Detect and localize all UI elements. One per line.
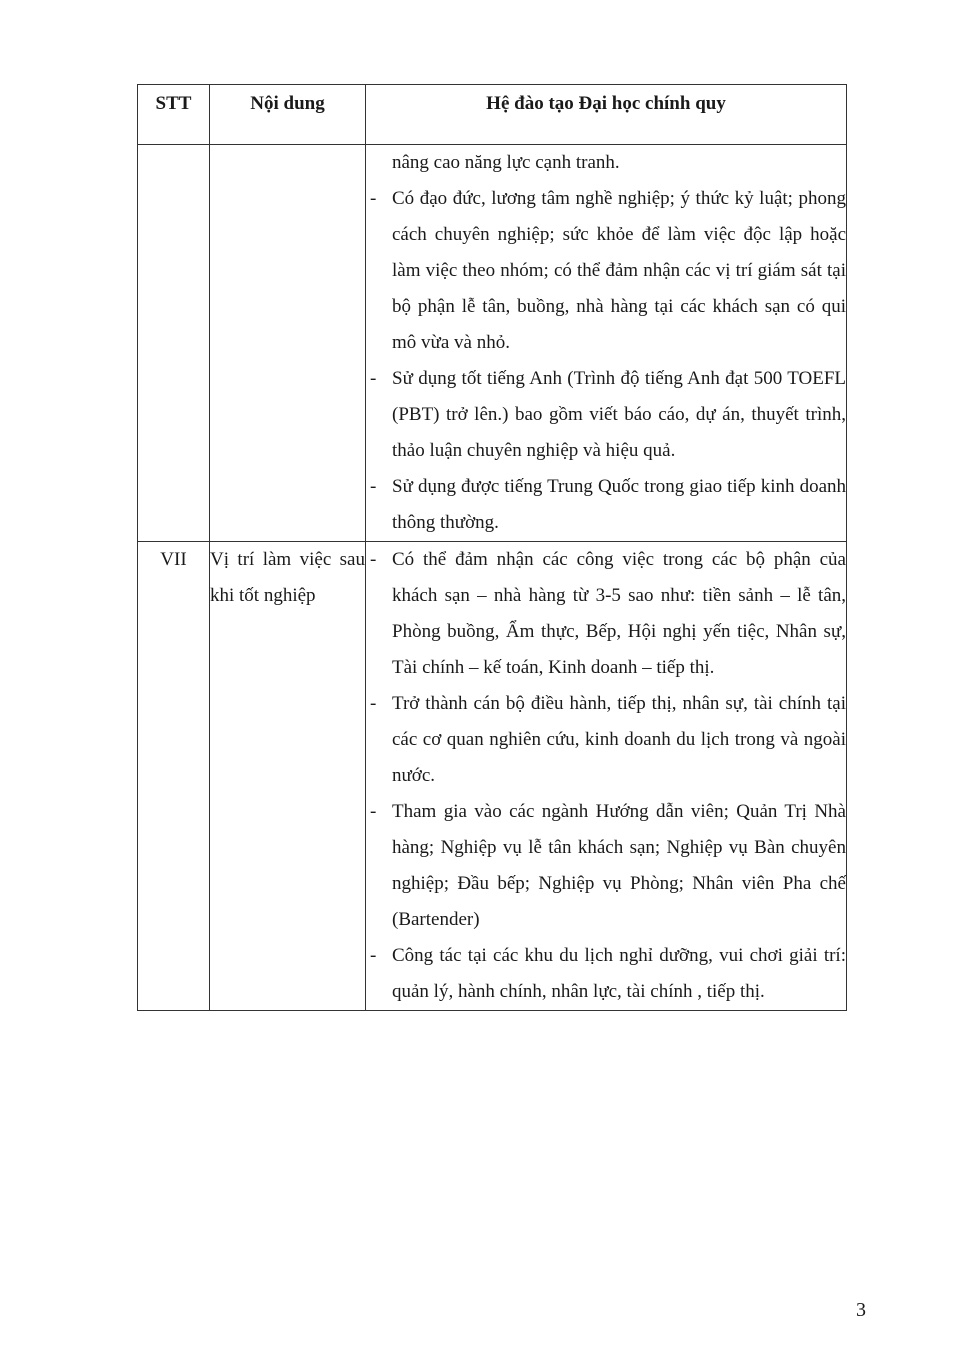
list-item [366,686,846,794]
list-item-text: Sử dụng được tiếng Trung Quốc trong giao tiếp kinh doanh thông thường. [392,476,846,533]
table-row [138,542,847,1011]
bullet-dash: - [370,549,377,570]
row-content-cell [366,145,847,542]
row-stt-cell: VII [138,542,210,1011]
bullet-dash: - [370,188,377,209]
header-content: Nội dung [210,85,366,145]
bullet-dash: - [370,693,377,714]
bullet-dash: - [370,476,377,497]
list-item-text: Sử dụng tốt tiếng Anh (Trình độ tiếng Anh đạt 500 TOEFL (PBT) trở lên.) bao gồm viết báo cáo, dự án, thuyết trình, thảo luận chuyên nghiệp và hiệu quả. [392,368,846,461]
list-item [366,938,846,1010]
list-item-text: Có thể đảm nhận các công việc trong các bộ phận của khách sạn – nhà hàng từ 3-5 sao như: tiền sảnh – lễ tân, Phòng buồng, Ẩm thực, Bếp, Hội nghị yến tiệc, Nhân sự, Tài chính – kế toán, Kinh doanh – tiếp thị. [392,549,846,678]
list-item-text: Tham gia vào các ngành Hướng dẫn viên; Quản Trị Nhà hàng; Nghiệp vụ lễ tân khách sạn; Nghiệp vụ Bàn chuyên nghiệp; Đầu bếp; Nghiệp vụ Phòng; Nhân viên Pha chế (Bartender) [392,801,846,930]
list-item-text: Công tác tại các khu du lịch nghỉ dưỡng, vui chơi giải trí: quản lý, hành chính, nhân lực, tài chính , tiếp thị. [392,945,846,1002]
table-row [138,145,847,542]
row-topic-cell [210,145,366,542]
page-number: 3 [856,1299,866,1321]
bullet-dash: - [370,368,377,389]
table-header-row [138,85,847,145]
list-item [366,542,846,686]
header-program: Hệ đào tạo Đại học chính quy [366,85,847,145]
list-item [366,361,846,469]
list-item [366,794,846,938]
curriculum-table [137,84,847,1011]
list-item-text: Trở thành cán bộ điều hành, tiếp thị, nhân sự, tài chính tại các cơ quan nghiên cứu, kinh doanh du lịch trong và ngoài nước. [392,693,846,786]
list-item [366,181,846,361]
list-item-text: Có đạo đức, lương tâm nghề nghiệp; ý thức kỷ luật; phong cách chuyên nghiệp; sức khỏe để làm việc độc lập hoặc làm việc theo nhóm; có thể đảm nhận các vị trí giám sát tại bộ phận lễ tân, buồng, nhà hàng tại các khách sạn có qui mô vừa và nhỏ. [392,188,846,353]
row-stt-cell [138,145,210,542]
header-stt: STT [138,85,210,145]
row-topic-cell: Vị trí làm việc sau khi tốt nghiệp [210,542,366,1011]
list-item [366,469,846,541]
bullet-dash: - [370,945,377,966]
continued-text: nâng cao năng lực cạnh tranh. [392,152,620,173]
row-content-cell [366,542,847,1011]
bullet-dash: - [370,801,377,822]
